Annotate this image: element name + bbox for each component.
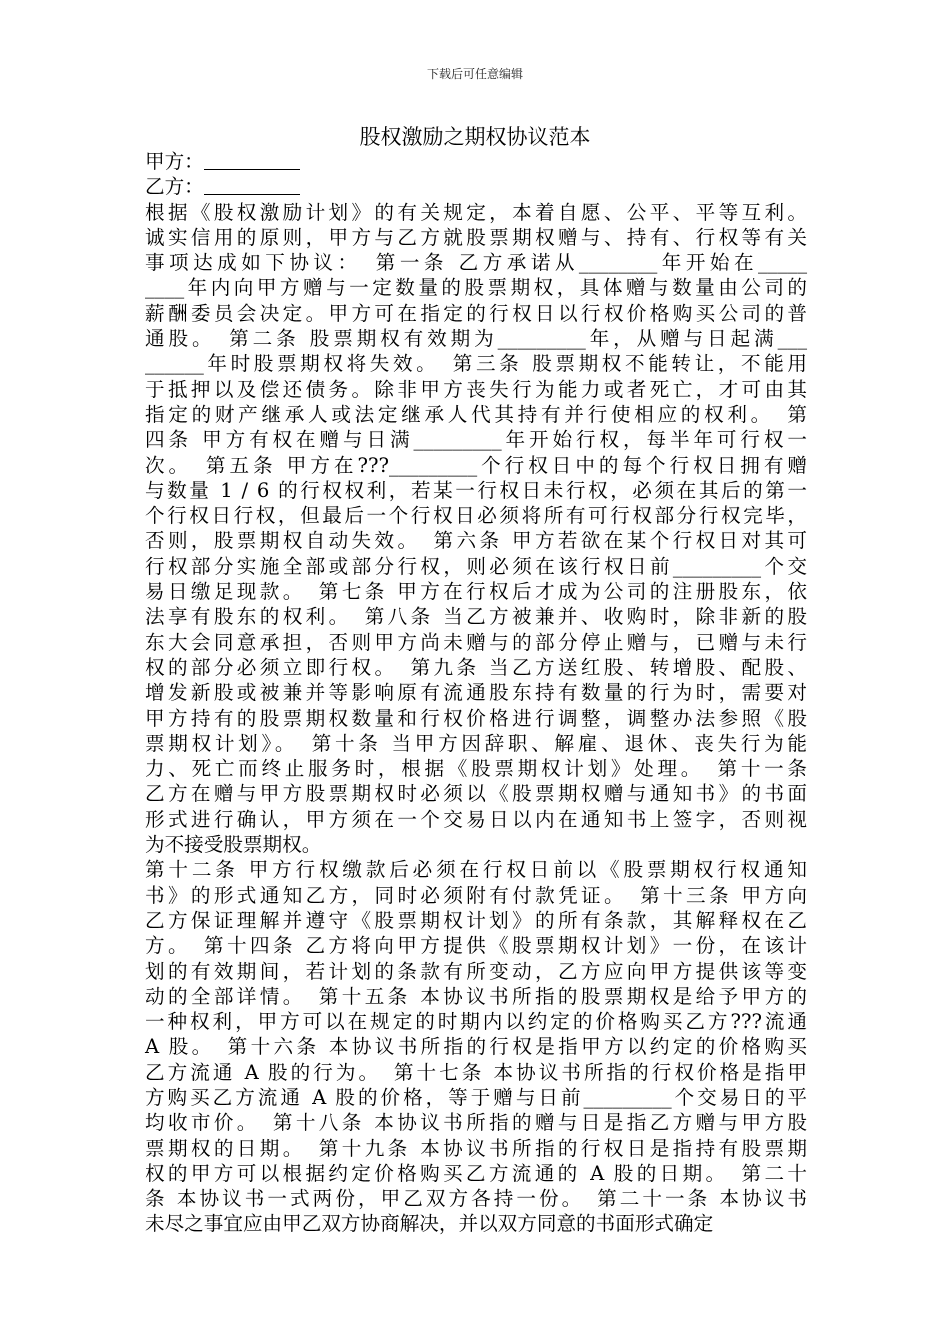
- text-line: 法享有股东的权利。 第八条 当乙方被兼并、收购时，除非新的股: [145, 605, 807, 629]
- text-line: 方。 第十四条 乙方将向甲方提供《股票期权计划》一份，在该计: [145, 934, 807, 958]
- text-line: 否则，股票期权自动失效。 第六条 甲方若欲在某个行权日对其可: [145, 529, 807, 553]
- text-line: 权的甲方可以根据约定价格购买乙方流通的 A 股的日期。 第二十: [145, 1161, 807, 1185]
- text-line: 书》的形式通知乙方，同时必须附有付款凭证。 第十三条 甲方向: [145, 883, 807, 907]
- text-line: 薪酬委员会决定。甲方可在指定的行权日以行权价格购买公司的普: [145, 301, 807, 325]
- party-a-label: 甲方：: [145, 150, 204, 173]
- text-line: 易日缴足现款。 第七条 甲方在行权后才成为公司的注册股东，依: [145, 580, 807, 604]
- text-line: 事项达成如下协议： 第一条 乙方承诺从________年开始在_____: [145, 251, 807, 275]
- text-line: 甲方持有的股票期权数量和行权价格进行调整，调整办法参照《股: [145, 706, 807, 730]
- text-line: ______年时股票期权将失效。 第三条 股票期权不能转让，不能用: [145, 352, 807, 376]
- text-line: 与数量 1 / 6 的行权权利，若某一行权日未行权，必须在其后的第一: [145, 478, 807, 502]
- text-line: 个行权日行权，但最后一个行权日必须将所有可行权部分行权完毕，: [145, 504, 807, 528]
- text-line: 乙方在赠与甲方股票期权时必须以《股票期权赠与通知书》的书面: [145, 782, 807, 806]
- text-line: 均收市价。 第十八条 本协议书所指的赠与日是指乙方赠与甲方股: [145, 1111, 807, 1135]
- party-b-blank: [204, 174, 300, 195]
- text-line: 指定的财产继承人或法定继承人代其持有并行使相应的权利。 第: [145, 402, 807, 426]
- text-line: A 股。 第十六条 本协议书所指的行权是指甲方以约定的价格购买: [145, 1035, 807, 1059]
- text-line: 方购买乙方流通 A 股的价格，等于赠与日前_________个交易日的平: [145, 1085, 807, 1109]
- text-line: 乙方保证理解并遵守《股票期权计划》的所有条款，其解释权在乙: [145, 908, 807, 932]
- text-line: ____年内向甲方赠与一定数量的股票期权，具体赠与数量由公司的: [145, 276, 807, 300]
- text-line: 形式进行确认，甲方须在一个交易日以内在通知书上签字，否则视: [145, 807, 807, 831]
- text-line: 行权部分实施全部或部分行权，则必须在该行权日前_________个交: [145, 554, 807, 578]
- party-b-label: 乙方：: [145, 175, 204, 199]
- text-line: 四条 甲方有权在赠与日满_________年开始行权，每半年可行权一: [145, 428, 807, 452]
- text-line: 于抵押以及偿还债务。除非甲方丧失行为能力或者死亡，才可由其: [145, 377, 807, 401]
- text-line: 诚实信用的原则，甲方与乙方就股票期权赠与、持有、行权等有关: [145, 225, 807, 249]
- text-line: 动的全部详情。 第十五条 本协议书所指的股票期权是给予甲方的: [145, 984, 807, 1008]
- text-line: 东大会同意承担，否则甲方尚未赠与的部分停止赠与，已赠与未行: [145, 630, 807, 654]
- header-note: 下载后可任意编辑: [426, 67, 523, 81]
- text-line: 第十二条 甲方行权缴款后必须在行权日前以《股票期权行权通知: [145, 858, 807, 882]
- paragraph-1: [145, 200, 807, 858]
- text-line: 力、死亡而终止服务时，根据《股票期权计划》处理。 第十一条: [145, 757, 807, 781]
- text-line: 次。 第五条 甲方在???_________个行权日中的每个行权日拥有赠: [145, 453, 807, 477]
- document-body: [145, 149, 807, 1237]
- text-line: 票期权的日期。 第十九条 本协议书所指的行权日是指持有股票期: [145, 1136, 807, 1160]
- party-a-blank: [204, 149, 300, 170]
- text-line: 为不接受股票期权。: [145, 833, 322, 857]
- text-line: 划的有效期间，若计划的条款有所变动，乙方应向甲方提供该等变: [145, 959, 807, 983]
- text-line: 未尽之事宜应由甲乙双方协商解决，并以双方同意的书面形式确定: [145, 1212, 714, 1236]
- party-a-line: [145, 149, 807, 174]
- text-line: 权的部分必须立即行权。 第九条 当乙方送红股、转增股、配股、: [145, 655, 807, 679]
- party-b-line: [145, 174, 807, 199]
- text-line: 根据《股权激励计划》的有关规定，本着自愿、公平、平等互利。: [145, 200, 807, 224]
- text-line: 乙方流通 A 股的行为。 第十七条 本协议书所指的行权价格是指甲: [145, 1060, 807, 1084]
- text-line: 票期权计划》。 第十条 当甲方因辞职、解雇、退休、丧失行为能: [145, 731, 807, 755]
- text-line: 条 本协议书一式两份，甲乙双方各持一份。 第二十一条 本协议书: [145, 1187, 807, 1211]
- text-line: 一种权利，甲方可以在规定的时期内以约定的价格购买乙方???流通: [145, 1010, 807, 1034]
- paragraph-2: [145, 857, 807, 1236]
- text-line: 增发新股或被兼并等影响原有流通股东持有数量的行为时，需要对: [145, 681, 807, 705]
- text-line: 通股。 第二条 股票期权有效期为_________年，从赠与日起满___: [145, 327, 807, 351]
- document-title: 股权激励之期权协议范本: [359, 125, 591, 149]
